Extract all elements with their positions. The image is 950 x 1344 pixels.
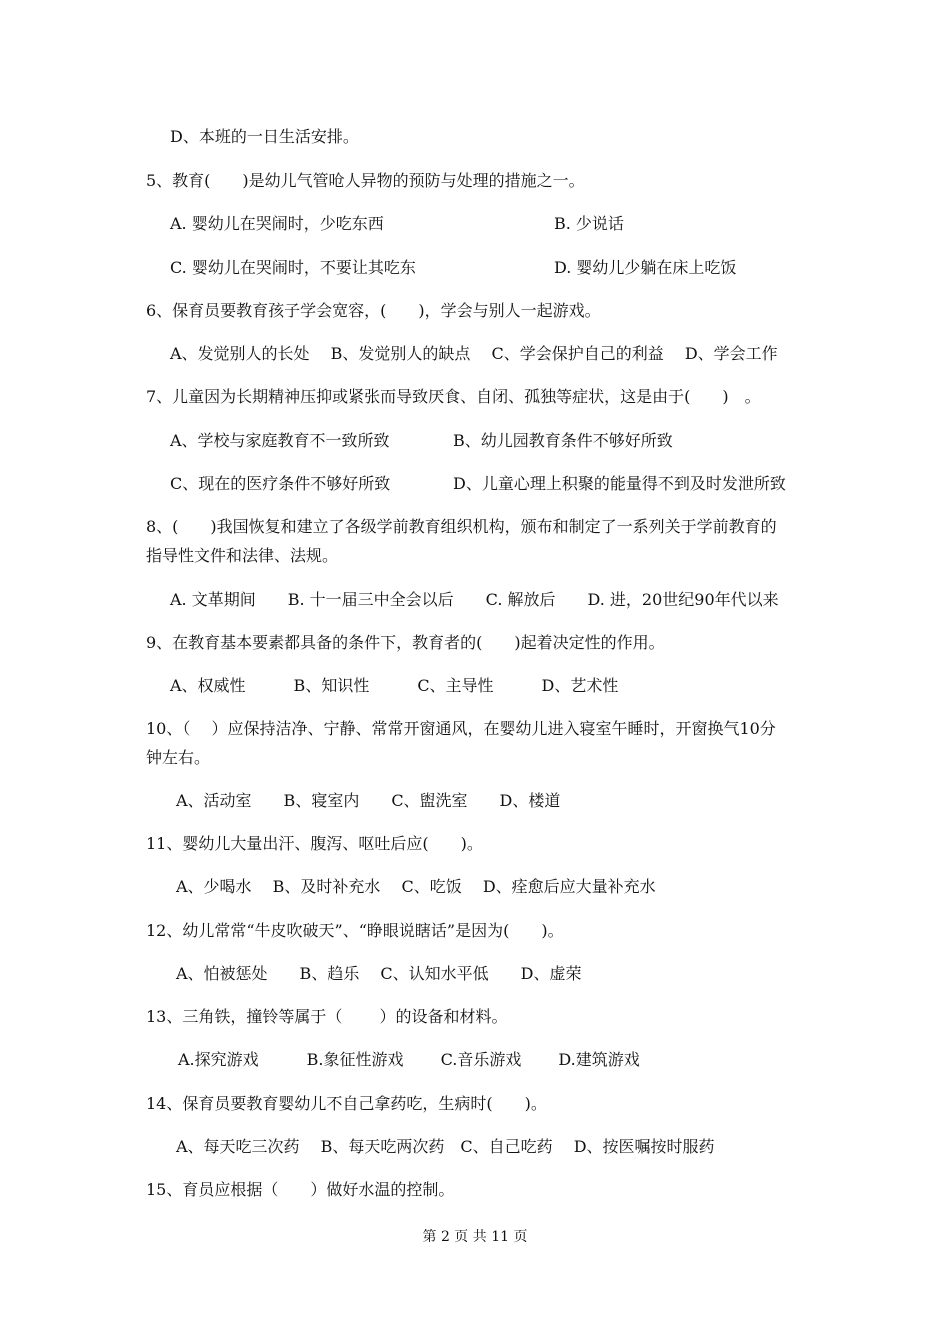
options-line: A、发觉别人的长处 B、发觉别人的缺点 C、学会保护自己的利益 D、学会工作 <box>170 344 778 363</box>
option-a: A、学校与家庭教育不一致所致 <box>170 431 390 450</box>
option-d: D. 婴幼儿少躺在床上吃饭 <box>554 258 737 277</box>
question-10-continued: 钟左右。 <box>146 748 211 767</box>
question-9: 9、在教育基本要素都具备的条件下，教育者的( )起着决定性的作用。 <box>146 633 665 652</box>
options-line: A. 文革期间 B. 十一届三中全会以后 C. 解放后 D. 进，20世纪90年代以来 <box>170 590 779 609</box>
options-line: A.探究游戏 B.象征性游戏 C.音乐游戏 D.建筑游戏 <box>178 1050 640 1069</box>
question-8-continued: 指导性文件和法律、法规。 <box>146 546 339 565</box>
question-13: 13、三角铁，撞铃等属于（ ）的设备和材料。 <box>146 1007 508 1026</box>
question-10: 10、（ ）应保持洁净、宁静、常常开窗通风，在婴幼儿进入寝室午睡时，开窗换气10分 <box>146 719 776 738</box>
option-c: C. 婴幼儿在哭闹时，不要让其吃东 <box>170 258 416 277</box>
question-7: 7、儿童因为长期精神压抑或紧张而导致厌食、自闭、孤独等症状，这是由于( ) 。 <box>146 387 761 406</box>
question-5: 5、教育( )是幼儿气管呛人异物的预防与处理的措施之一。 <box>146 171 585 190</box>
question-12: 12、幼儿常常“牛皮吹破天”、“睁眼说瞎话”是因为( )。 <box>146 921 564 940</box>
question-14: 14、保育员要教育婴幼儿不自己拿药吃，生病时( )。 <box>146 1094 547 1113</box>
options-line: A、少喝水 B、及时补充水 C、吃饭 D、痊愈后应大量补充水 <box>176 877 656 896</box>
option-b: B、幼儿园教育条件不够好所致 <box>453 431 673 450</box>
option-d: D、儿童心理上积聚的能量得不到及时发泄所致 <box>453 474 786 493</box>
question-8: 8、( )我国恢复和建立了各级学前教育组织机构，颁布和制定了一系列关于学前教育的 <box>146 517 777 536</box>
page-footer: 第 2 页 共 11 页 <box>422 1229 528 1245</box>
options-line: A、权威性 B、知识性 C、主导性 D、艺术性 <box>170 676 619 695</box>
question-6: 6、保育员要教育孩子学会宽容，( )，学会与别人一起游戏。 <box>146 301 601 320</box>
option-line: D、本班的一日生活安排。 <box>170 127 359 146</box>
options-line: A、每天吃三次药 B、每天吃两次药 C、自己吃药 D、按医嘱按时服药 <box>176 1137 715 1156</box>
options-line: A、怕被惩处 B、趋乐 C、认知水平低 D、虚荣 <box>176 964 582 983</box>
question-11: 11、婴幼儿大量出汗、腹泻、呕吐后应( )。 <box>146 834 483 853</box>
option-a: A. 婴幼儿在哭闹时，少吃东西 <box>170 214 384 233</box>
options-line: A、活动室 B、寝室内 C、盥洗室 D、楼道 <box>176 791 561 810</box>
option-c: C、现在的医疗条件不够好所致 <box>170 474 391 493</box>
question-15: 15、育员应根据（ ）做好水温的控制。 <box>146 1180 455 1199</box>
option-b: B. 少说话 <box>554 214 624 233</box>
